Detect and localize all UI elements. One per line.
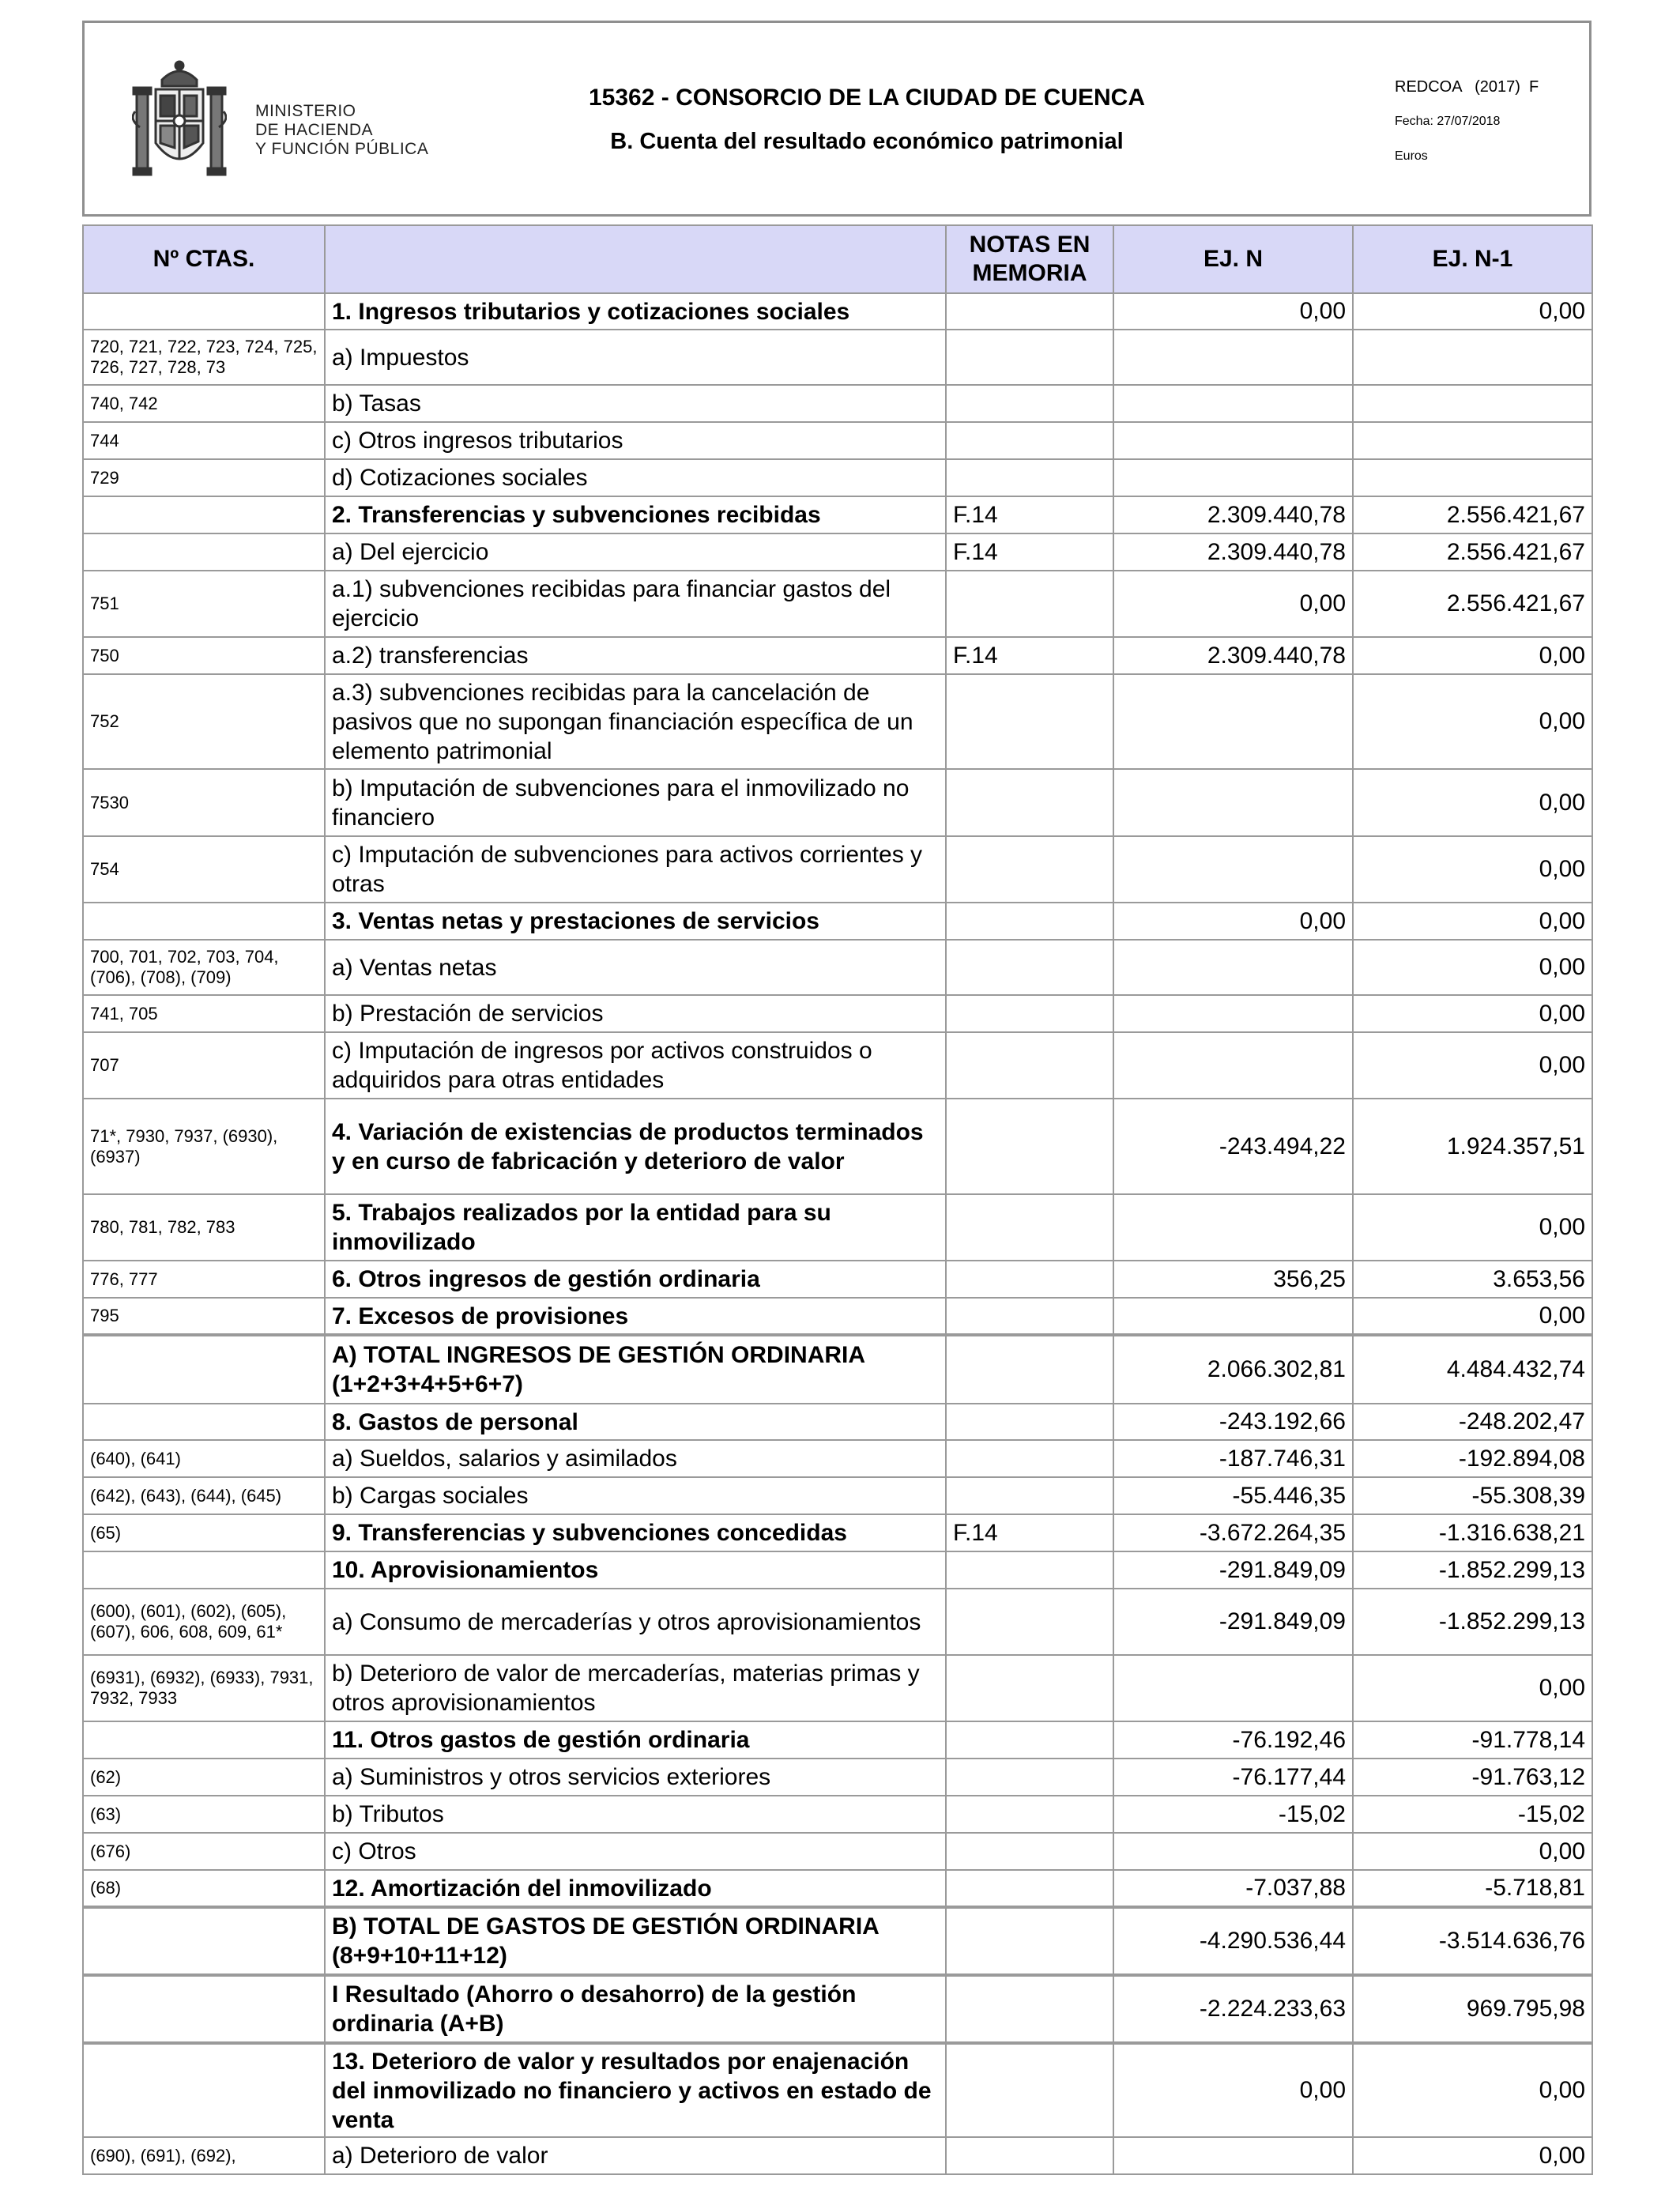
- description-cell: 13. Deterioro de valor y resultados por enajenación del inmovilizado no financiero y activos en estado de venta: [325, 2043, 946, 2137]
- year-n-value-cell: -3.672.264,35: [1113, 1514, 1353, 1551]
- table-row: [83, 1032, 1592, 1099]
- account-codes-cell: [83, 2043, 325, 2137]
- year-n-1-value-cell: -192.894,08: [1353, 1440, 1592, 1477]
- description-cell: B) TOTAL DE GASTOS DE GESTIÓN ORDINARIA (8+9+10+11+12): [325, 1907, 946, 1975]
- year-n-1-value-cell: -1.852.299,13: [1353, 1589, 1592, 1655]
- table-row: [83, 330, 1592, 385]
- account-codes-cell: 754: [83, 836, 325, 903]
- table-row: [83, 940, 1592, 995]
- description-cell: a.2) transferencias: [325, 637, 946, 674]
- year-n-value-cell: -291.849,09: [1113, 1589, 1353, 1655]
- description-cell: 1. Ingresos tributarios y cotizaciones sociales: [325, 293, 946, 330]
- year-n-value-cell: 0,00: [1113, 2043, 1353, 2137]
- account-codes-cell: (63): [83, 1796, 325, 1833]
- year-n-1-value-cell: 0,00: [1353, 1655, 1592, 1721]
- description-cell: 5. Trabajos realizados por la entidad para su inmovilizado: [325, 1194, 946, 1261]
- notes-cell: [946, 940, 1113, 995]
- description-cell: b) Deterioro de valor de mercaderías, materias primas y otros aprovisionamientos: [325, 1655, 946, 1721]
- description-cell: a) Del ejercicio: [325, 533, 946, 571]
- description-cell: a) Deterioro de valor: [325, 2137, 946, 2174]
- year-n-value-cell: 0,00: [1113, 571, 1353, 637]
- ministry-line-2: DE HACIENDA: [255, 121, 374, 139]
- account-codes-cell: [83, 1907, 325, 1975]
- column-header-year-n-1: EJ. N-1: [1353, 225, 1592, 293]
- notes-cell: [946, 422, 1113, 459]
- year-n-value-cell: -187.746,31: [1113, 1440, 1353, 1477]
- description-cell: 11. Otros gastos de gestión ordinaria: [325, 1721, 946, 1759]
- year-n-value-cell: [1113, 940, 1353, 995]
- year-n-value-cell: -76.177,44: [1113, 1759, 1353, 1796]
- report-title: 15362 - CONSORCIO DE LA CIUDAD DE CUENCA: [589, 85, 1145, 111]
- year-n-value-cell: -76.192,46: [1113, 1721, 1353, 1759]
- account-codes-cell: 71*, 7930, 7937, (6930), (6937): [83, 1099, 325, 1194]
- notes-cell: [946, 1404, 1113, 1440]
- year-n-value-cell: -4.290.536,44: [1113, 1907, 1353, 1975]
- column-header-description: [325, 225, 946, 293]
- description-cell: 9. Transferencias y subvenciones concedidas: [325, 1514, 946, 1551]
- account-codes-cell: (640), (641): [83, 1440, 325, 1477]
- account-codes-cell: 776, 777: [83, 1261, 325, 1298]
- description-cell: b) Imputación de subvenciones para el inmovilizado no financiero: [325, 769, 946, 836]
- report-date: Fecha: 27/07/2018: [1395, 115, 1501, 128]
- notes-cell: [946, 1335, 1113, 1404]
- notes-cell: [946, 1298, 1113, 1335]
- description-cell: a) Ventas netas: [325, 940, 946, 995]
- description-cell: 6. Otros ingresos de gestión ordinaria: [325, 1261, 946, 1298]
- description-cell: 4. Variación de existencias de productos terminados y en curso de fabricación y deterioro de valor: [325, 1099, 946, 1194]
- description-cell: 3. Ventas netas y prestaciones de servicios: [325, 903, 946, 940]
- table-row: [83, 903, 1592, 940]
- account-codes-cell: (68): [83, 1870, 325, 1907]
- year-n-1-value-cell: 1.924.357,51: [1353, 1099, 1592, 1194]
- account-codes-cell: 780, 781, 782, 783: [83, 1194, 325, 1261]
- year-n-value-cell: [1113, 995, 1353, 1032]
- year-n-1-value-cell: 0,00: [1353, 637, 1592, 674]
- notes-cell: F.14: [946, 1514, 1113, 1551]
- account-codes-cell: 795: [83, 1298, 325, 1335]
- year-n-1-value-cell: 2.556.421,67: [1353, 533, 1592, 571]
- description-cell: b) Prestación de servicios: [325, 995, 946, 1032]
- year-n-1-value-cell: -3.514.636,76: [1353, 1907, 1592, 1975]
- account-codes-cell: 744: [83, 422, 325, 459]
- year-n-value-cell: 2.309.440,78: [1113, 637, 1353, 674]
- table-row: [83, 1759, 1592, 1796]
- notes-cell: [946, 1551, 1113, 1589]
- table-row: [83, 674, 1592, 769]
- year-n-1-value-cell: 0,00: [1353, 836, 1592, 903]
- notes-cell: [946, 459, 1113, 496]
- description-cell: c) Otros ingresos tributarios: [325, 422, 946, 459]
- year-n-value-cell: -55.446,35: [1113, 1477, 1353, 1514]
- table-row: [83, 1514, 1592, 1551]
- notes-cell: [946, 836, 1113, 903]
- account-codes-cell: 707: [83, 1032, 325, 1099]
- year-n-value-cell: 2.309.440,78: [1113, 533, 1353, 571]
- notes-cell: [946, 1440, 1113, 1477]
- table-row: [83, 1261, 1592, 1298]
- description-cell: c) Imputación de ingresos por activos construidos o adquiridos para otras entidades: [325, 1032, 946, 1099]
- year-n-1-value-cell: -91.778,14: [1353, 1721, 1592, 1759]
- ministry-name: [255, 102, 428, 159]
- year-n-1-value-cell: 0,00: [1353, 940, 1592, 995]
- description-cell: a.1) subvenciones recibidas para financiar gastos del ejercicio: [325, 571, 946, 637]
- description-cell: b) Tasas: [325, 385, 946, 422]
- table-row: [83, 1335, 1592, 1404]
- notes-cell: [946, 1477, 1113, 1514]
- account-codes-cell: 741, 705: [83, 995, 325, 1032]
- table-row: [83, 1655, 1592, 1721]
- description-cell: c) Otros: [325, 1833, 946, 1870]
- account-codes-cell: 720, 721, 722, 723, 724, 725, 726, 727, 728, 73: [83, 330, 325, 385]
- description-cell: 8. Gastos de personal: [325, 1404, 946, 1440]
- account-codes-cell: [83, 1551, 325, 1589]
- table-row: [83, 1721, 1592, 1759]
- notes-cell: [946, 330, 1113, 385]
- account-codes-cell: 700, 701, 702, 703, 704, (706), (708), (709): [83, 940, 325, 995]
- table-body: [83, 293, 1592, 2174]
- table-row: [83, 1099, 1592, 1194]
- table-row: [83, 496, 1592, 533]
- table-row: [83, 1194, 1592, 1261]
- account-codes-cell: [83, 1721, 325, 1759]
- notes-cell: [946, 995, 1113, 1032]
- table-row: [83, 293, 1592, 330]
- year-n-value-cell: [1113, 459, 1353, 496]
- description-cell: 2. Transferencias y subvenciones recibidas: [325, 496, 946, 533]
- table-row: [83, 1404, 1592, 1440]
- year-n-value-cell: -243.192,66: [1113, 1404, 1353, 1440]
- table-row: [83, 836, 1592, 903]
- table-row: [83, 533, 1592, 571]
- year-n-1-value-cell: 0,00: [1353, 903, 1592, 940]
- year-n-1-value-cell: 0,00: [1353, 293, 1592, 330]
- notes-cell: [946, 1721, 1113, 1759]
- ministry-line-1: MINISTERIO: [255, 102, 356, 120]
- account-codes-cell: [83, 1404, 325, 1440]
- table-row: [83, 1870, 1592, 1907]
- year-n-value-cell: 356,25: [1113, 1261, 1353, 1298]
- table-row: [83, 2043, 1592, 2137]
- table-row: [83, 422, 1592, 459]
- year-n-value-cell: [1113, 422, 1353, 459]
- year-n-1-value-cell: 0,00: [1353, 2043, 1592, 2137]
- year-n-value-cell: [1113, 1194, 1353, 1261]
- table-row: [83, 637, 1592, 674]
- year-n-value-cell: 2.309.440,78: [1113, 496, 1353, 533]
- notes-cell: [946, 674, 1113, 769]
- table-row: [83, 385, 1592, 422]
- year-n-value-cell: [1113, 330, 1353, 385]
- year-n-1-value-cell: -55.308,39: [1353, 1477, 1592, 1514]
- notes-cell: F.14: [946, 533, 1113, 571]
- column-header-year-n: EJ. N: [1113, 225, 1353, 293]
- year-n-1-value-cell: -1.852.299,13: [1353, 1551, 1592, 1589]
- year-n-1-value-cell: 0,00: [1353, 2137, 1592, 2174]
- year-n-1-value-cell: [1353, 459, 1592, 496]
- table-row: [83, 1796, 1592, 1833]
- notes-cell: [946, 1655, 1113, 1721]
- report-code: REDCOA (2017) F: [1395, 78, 1539, 96]
- year-n-1-value-cell: -1.316.638,21: [1353, 1514, 1592, 1551]
- description-cell: b) Cargas sociales: [325, 1477, 946, 1514]
- account-codes-cell: 751: [83, 571, 325, 637]
- coat-of-arms-icon: [132, 56, 227, 183]
- table-row: [83, 571, 1592, 637]
- account-codes-cell: 750: [83, 637, 325, 674]
- table-row: [83, 459, 1592, 496]
- account-codes-cell: (642), (643), (644), (645): [83, 1477, 325, 1514]
- notes-cell: [946, 1907, 1113, 1975]
- year-n-1-value-cell: 2.556.421,67: [1353, 571, 1592, 637]
- year-n-1-value-cell: 4.484.432,74: [1353, 1335, 1592, 1404]
- account-codes-cell: [83, 1975, 325, 2043]
- notes-cell: [946, 769, 1113, 836]
- notes-cell: [946, 1099, 1113, 1194]
- table-header-row: [83, 225, 1592, 293]
- year-n-value-cell: [1113, 2137, 1353, 2174]
- table-row: [83, 1975, 1592, 2043]
- notes-cell: [946, 2137, 1113, 2174]
- column-header-accounts: Nº CTAS.: [83, 225, 325, 293]
- year-n-1-value-cell: [1353, 422, 1592, 459]
- year-n-1-value-cell: [1353, 330, 1592, 385]
- account-codes-cell: (676): [83, 1833, 325, 1870]
- year-n-value-cell: -2.224.233,63: [1113, 1975, 1353, 2043]
- year-n-value-cell: 2.066.302,81: [1113, 1335, 1353, 1404]
- account-codes-cell: (6931), (6932), (6933), 7931, 7932, 7933: [83, 1655, 325, 1721]
- description-cell: d) Cotizaciones sociales: [325, 459, 946, 496]
- year-n-1-value-cell: -91.763,12: [1353, 1759, 1592, 1796]
- year-n-1-value-cell: 3.653,56: [1353, 1261, 1592, 1298]
- report-subtitle: B. Cuenta del resultado económico patrimonial: [610, 129, 1124, 154]
- description-cell: 7. Excesos de provisiones: [325, 1298, 946, 1335]
- column-header-notes: NOTAS EN MEMORIA: [946, 225, 1113, 293]
- notes-cell: [946, 1261, 1113, 1298]
- table-row: [83, 1907, 1592, 1975]
- description-cell: a) Sueldos, salarios y asimilados: [325, 1440, 946, 1477]
- year-n-value-cell: [1113, 385, 1353, 422]
- account-codes-cell: (62): [83, 1759, 325, 1796]
- notes-cell: [946, 1032, 1113, 1099]
- year-n-1-value-cell: -5.718,81: [1353, 1870, 1592, 1907]
- description-cell: I Resultado (Ahorro o desahorro) de la gestión ordinaria (A+B): [325, 1975, 946, 2043]
- year-n-value-cell: 0,00: [1113, 903, 1353, 940]
- account-codes-cell: (600), (601), (602), (605), (607), 606, 608, 609, 61*: [83, 1589, 325, 1655]
- year-n-value-cell: 0,00: [1113, 293, 1353, 330]
- description-cell: A) TOTAL INGRESOS DE GESTIÓN ORDINARIA (1+2+3+4+5+6+7): [325, 1335, 946, 1404]
- table-row: [83, 1440, 1592, 1477]
- account-codes-cell: 729: [83, 459, 325, 496]
- account-codes-cell: [83, 293, 325, 330]
- ministry-line-3: Y FUNCIÓN PÚBLICA: [255, 140, 429, 158]
- results-table: [82, 224, 1593, 2175]
- table-row: [83, 769, 1592, 836]
- description-cell: a.3) subvenciones recibidas para la cancelación de pasivos que no supongan financiación específica de un elemento patrimonial: [325, 674, 946, 769]
- table-row: [83, 1589, 1592, 1655]
- account-codes-cell: [83, 496, 325, 533]
- table-row: [83, 1477, 1592, 1514]
- year-n-1-value-cell: 2.556.421,67: [1353, 496, 1592, 533]
- description-cell: b) Tributos: [325, 1796, 946, 1833]
- notes-cell: F.14: [946, 637, 1113, 674]
- description-cell: 12. Amortización del inmovilizado: [325, 1870, 946, 1907]
- account-codes-cell: (690), (691), (692),: [83, 2137, 325, 2174]
- notes-cell: [946, 385, 1113, 422]
- account-codes-cell: (65): [83, 1514, 325, 1551]
- year-n-1-value-cell: [1353, 385, 1592, 422]
- description-cell: a) Suministros y otros servicios exteriores: [325, 1759, 946, 1796]
- account-codes-cell: 7530: [83, 769, 325, 836]
- notes-cell: [946, 1589, 1113, 1655]
- description-cell: a) Impuestos: [325, 330, 946, 385]
- year-n-value-cell: -15,02: [1113, 1796, 1353, 1833]
- year-n-value-cell: [1113, 769, 1353, 836]
- year-n-value-cell: -243.494,22: [1113, 1099, 1353, 1194]
- table-row: [83, 995, 1592, 1032]
- year-n-value-cell: -291.849,09: [1113, 1551, 1353, 1589]
- notes-cell: F.14: [946, 496, 1113, 533]
- year-n-1-value-cell: 0,00: [1353, 1194, 1592, 1261]
- notes-cell: [946, 1870, 1113, 1907]
- year-n-value-cell: [1113, 1655, 1353, 1721]
- notes-cell: [946, 293, 1113, 330]
- notes-cell: [946, 903, 1113, 940]
- description-cell: a) Consumo de mercaderías y otros aprovisionamientos: [325, 1589, 946, 1655]
- year-n-value-cell: [1113, 836, 1353, 903]
- report-header: [82, 21, 1591, 217]
- notes-cell: [946, 2043, 1113, 2137]
- account-codes-cell: [83, 533, 325, 571]
- notes-cell: [946, 1194, 1113, 1261]
- table-row: [83, 1551, 1592, 1589]
- notes-cell: [946, 571, 1113, 637]
- year-n-1-value-cell: 0,00: [1353, 995, 1592, 1032]
- year-n-1-value-cell: 0,00: [1353, 674, 1592, 769]
- description-cell: 10. Aprovisionamientos: [325, 1551, 946, 1589]
- notes-cell: [946, 1796, 1113, 1833]
- account-codes-cell: [83, 1335, 325, 1404]
- year-n-1-value-cell: 0,00: [1353, 1833, 1592, 1870]
- account-codes-cell: 752: [83, 674, 325, 769]
- notes-cell: [946, 1975, 1113, 2043]
- year-n-value-cell: [1113, 674, 1353, 769]
- year-n-value-cell: [1113, 1833, 1353, 1870]
- notes-cell: [946, 1833, 1113, 1870]
- report-currency: Euros: [1395, 149, 1428, 163]
- table-row: [83, 2137, 1592, 2174]
- year-n-1-value-cell: 0,00: [1353, 769, 1592, 836]
- year-n-value-cell: [1113, 1032, 1353, 1099]
- notes-cell: [946, 1759, 1113, 1796]
- year-n-1-value-cell: 969.795,98: [1353, 1975, 1592, 2043]
- year-n-1-value-cell: -15,02: [1353, 1796, 1592, 1833]
- year-n-1-value-cell: -248.202,47: [1353, 1404, 1592, 1440]
- account-codes-cell: [83, 903, 325, 940]
- year-n-value-cell: -7.037,88: [1113, 1870, 1353, 1907]
- year-n-value-cell: [1113, 1298, 1353, 1335]
- account-codes-cell: 740, 742: [83, 385, 325, 422]
- description-cell: c) Imputación de subvenciones para activos corrientes y otras: [325, 836, 946, 903]
- table-row: [83, 1833, 1592, 1870]
- table-row: [83, 1298, 1592, 1335]
- year-n-1-value-cell: 0,00: [1353, 1298, 1592, 1335]
- year-n-1-value-cell: 0,00: [1353, 1032, 1592, 1099]
